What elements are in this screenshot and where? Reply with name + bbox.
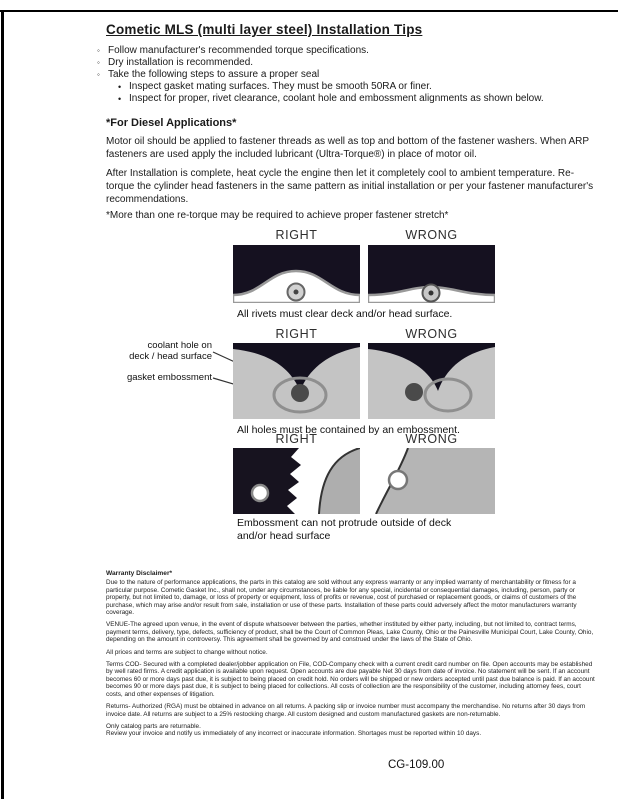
coolant-hole-callout bbox=[126, 340, 212, 362]
list-item bbox=[97, 45, 597, 57]
coolant-hole-callout-line2: deck / head surface bbox=[129, 351, 212, 362]
diagram-caption-embossment-line1: Embossment can not protrude outside of deck bbox=[237, 517, 452, 529]
coolant-wrong-diagram bbox=[368, 343, 495, 419]
rivet-center-dot bbox=[294, 290, 299, 295]
diagram-caption-embossment bbox=[237, 517, 451, 543]
list-item bbox=[97, 57, 597, 69]
diesel-paragraph-2: After Installation is complete, heat cycle the engine then let it completely cool to ambient temperature. Re-torque the cylinder head fasteners in the same pattern as initial installation or per your fastener manufacturer's recommendations. bbox=[106, 168, 594, 205]
rivet-center-dot bbox=[429, 291, 434, 296]
circle-bullet-icon: ◦ bbox=[97, 46, 100, 55]
diagram-label-wrong: WRONG bbox=[405, 327, 458, 341]
rivet-wrong-diagram bbox=[368, 245, 495, 303]
coolant-hole-icon bbox=[405, 383, 423, 401]
diesel-applications-heading: *For Diesel Applications* bbox=[106, 117, 237, 129]
embossment-hole-icon bbox=[389, 471, 407, 489]
diagram-caption-rivets: All rivets must clear deck and/or head surface. bbox=[237, 308, 453, 320]
list-item-text: Dry installation is recommended. bbox=[108, 57, 254, 68]
dot-bullet-icon: • bbox=[118, 94, 122, 104]
list-item-text: Inspect gasket mating surfaces. They must be smooth 50RA or finer. bbox=[129, 81, 432, 92]
coolant-wrong-illustration bbox=[368, 343, 495, 419]
coolant-right-diagram bbox=[233, 343, 360, 419]
diagram-caption-embossment-line2: and/or head surface bbox=[237, 530, 331, 542]
embossment-wrong-illustration bbox=[368, 448, 495, 514]
rivet-wrong-illustration bbox=[368, 245, 495, 303]
gasket-embossment-callout: gasket embossment bbox=[126, 372, 212, 383]
page-border-left bbox=[1, 10, 4, 799]
legal-section bbox=[106, 570, 597, 743]
rivet-right-illustration bbox=[233, 245, 360, 303]
list-item bbox=[97, 69, 597, 81]
legal-paragraph: Terms COD- Secured with a completed dealer/jobber application on File, COD-Company check with a current credit card number on file. Open accounts may be established by well rated firms. A credit application is available upon request. Open accounts are due payable Net 30 days from date of invoice. No statement will be sent. If an account becomes 60 or more days past due, it is subject to being placed on credit hold. No orders will be shipped or new orders accepted until past due balance is paid. If an account becomes 90 or more days past due, it is subject to being placed for collections. All costs of collection are the responsibility of the customer, including attorney fees, court costs, and other expenses of litigation. bbox=[106, 661, 595, 698]
tips-list bbox=[97, 45, 597, 105]
page-border-top bbox=[0, 10, 618, 12]
embossment-right-diagram bbox=[233, 448, 360, 514]
dot-bullet-icon: • bbox=[118, 82, 122, 92]
diagram-label-wrong: WRONG bbox=[405, 228, 458, 242]
sub-list-item bbox=[118, 93, 597, 105]
page-code: CG-109.00 bbox=[388, 759, 445, 771]
list-item-text: Follow manufacturer's recommended torque specifications. bbox=[108, 45, 369, 56]
diesel-paragraph-1: Motor oil should be applied to fastener threads as well as top and bottom of the fastener washers. When ARP fasteners are used apply the included lubricant (Ultra-Torque®) in place of motor oil. bbox=[106, 136, 589, 160]
diagram-caption-holes: All holes must be contained by an embossment. bbox=[237, 424, 460, 436]
warranty-disclaimer-heading: Warranty Disclaimer* bbox=[106, 570, 173, 577]
coolant-right-illustration bbox=[233, 343, 360, 419]
coolant-hole-callout-line1: coolant hole on bbox=[147, 340, 212, 351]
circle-bullet-icon: ◦ bbox=[97, 70, 100, 79]
rivet-right-diagram bbox=[233, 245, 360, 303]
sub-list-item bbox=[118, 81, 597, 93]
retorque-note: *More than one re-torque may be required to achieve proper fastener stretch* bbox=[106, 210, 449, 221]
coolant-hole-icon bbox=[291, 384, 309, 402]
legal-paragraph: VENUE-The agreed upon venue, in the event of dispute whatsoever between the parties, whether instituted by either party, including, but not limited to, contract terms, payment terms, delivery, type, defects, sufficiency of product, shall be the Court of Common Pleas, Lake County, Ohio or the Painesville Municipal Court, Lake County, Ohio, depending on the amount in controversy. This agreement shall be governed by and construed under the laws of the State of Ohio. bbox=[106, 621, 594, 644]
legal-paragraph: Review your invoice and notify us immediately of any incorrect or inaccurate information. Shortages must be reported within 10 days. bbox=[106, 730, 482, 738]
legal-paragraph: Only catalog parts are returnable. bbox=[106, 722, 201, 730]
embossment-right-illustration bbox=[233, 448, 360, 514]
list-item-text: Take the following steps to assure a proper seal bbox=[108, 69, 320, 80]
list-item-text: Inspect for proper, rivet clearance, coolant hole and embossment alignments as shown below. bbox=[129, 93, 544, 104]
circle-bullet-icon: ◦ bbox=[97, 58, 100, 67]
legal-paragraph: Returns- Authorized (RGA) must be obtained in advance on all returns. A packing slip or invoice number must accompany the merchandise. No returns after 30 days from invoice date. All returns are subject to a 25% restocking charge. All custom designed and custom manufactured gaskets are non-returnable. bbox=[106, 703, 586, 718]
legal-paragraph: All prices and terms are subject to change without notice. bbox=[106, 648, 268, 656]
legal-paragraph: Due to the nature of performance applications, the parts in this catalog are sold without any express warranty or any implied warranty of merchantability or fitness for a particular purpose. Cometic Gasket Inc., shall not, under any circumstances, be liable for any special, incidental or consequential damages, including, person, party or property, but not limited to, damage, or loss of property or equipment, loss of profits or revenue, cost of purchased or replacement goods, or claims of customers of the purchase, which may arise and/or result from sale, installation or use of these parts. Installation of these parts could adversely affect the motor manufacturers warranty coverage. bbox=[106, 579, 577, 617]
diagram-label-right: RIGHT bbox=[275, 432, 318, 446]
diagram-label-wrong: WRONG bbox=[405, 432, 458, 446]
diagram-label-right: RIGHT bbox=[275, 228, 318, 242]
embossment-hole-icon bbox=[252, 485, 268, 501]
diagram-label-right: RIGHT bbox=[275, 327, 318, 341]
page-title: Cometic MLS (multi layer steel) Installation Tips bbox=[106, 22, 423, 37]
embossment-wrong-diagram bbox=[368, 448, 495, 514]
